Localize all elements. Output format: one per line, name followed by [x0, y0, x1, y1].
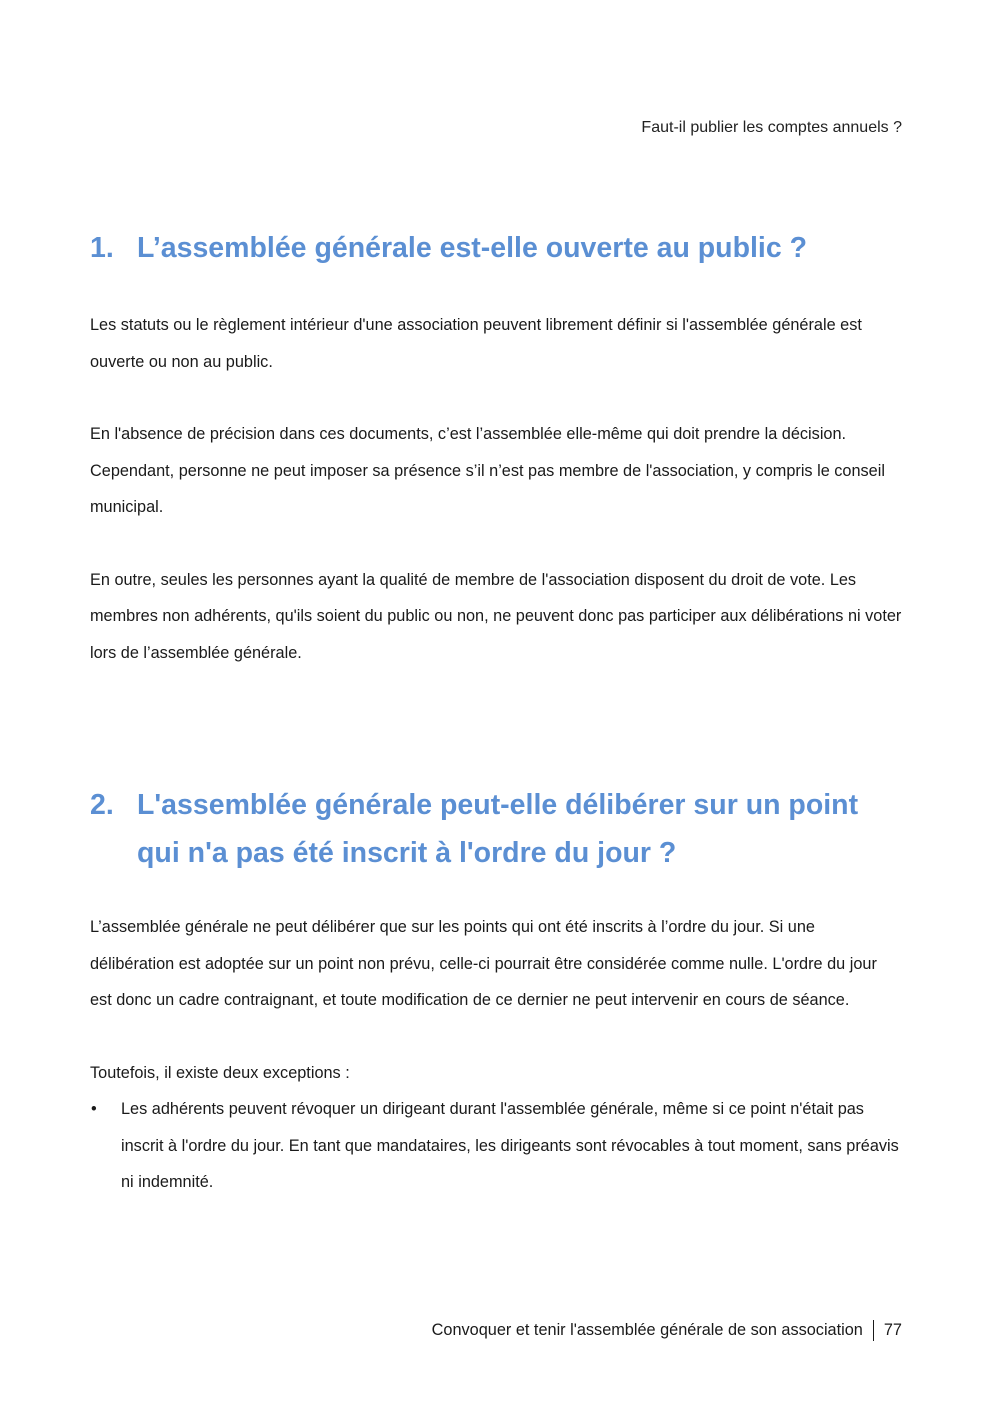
section-1-heading: [90, 224, 902, 272]
bullet-icon: •: [91, 1100, 97, 1118]
page-number: 77: [883, 1321, 902, 1339]
list-item: [90, 1091, 902, 1201]
section-2-title: L'assemblée générale peut-elle délibérer sur un point qui n'a pas été inscrit à l'ordre du jour ?: [137, 789, 859, 869]
running-header: Faut-il publier les comptes annuels ?: [641, 119, 902, 136]
section-1-title: L’assemblée générale est-elle ouverte au public ?: [137, 232, 808, 264]
section-1-number: 1.: [90, 232, 114, 264]
section-2-paragraph-1: L’assemblée générale ne peut délibérer que sur les points qui ont été inscrits à l’ordre du jour. Si une délibération est adoptée sur un point non prévu, celle-ci pourrait être considérée comme nulle. L'ordre du jour est donc un cadre contraignant, et toute modification de ce dernier ne peut intervenir en cours de séance.: [90, 918, 877, 1009]
section-1-paragraph-1: Les statuts ou le règlement intérieur d'une association peuvent librement définir si l'assemblée générale est ouverte ou non au public.: [90, 316, 862, 371]
list-item-text: Les adhérents peuvent révoquer un dirigeant durant l'assemblée générale, même si ce point n'était pas inscrit à l'ordre du jour. En tant que mandataires, les dirigeants sont révocables à tout moment, sans préavis ni indemnité.: [121, 1100, 899, 1191]
footer-document-title: Convoquer et tenir l'assemblée générale de son association: [431, 1321, 863, 1339]
section-2-number: 2.: [90, 789, 114, 821]
page-footer: [432, 1320, 902, 1341]
section-1-paragraph-2: En l'absence de précision dans ces documents, c’est l’assemblée elle-même qui doit prendre la décision. Cependant, personne ne peut imposer sa présence s’il n’est pas membre de l'association, y compris le conseil municipal.: [90, 425, 885, 516]
section-2-heading: [90, 781, 902, 877]
section-1-paragraph-3: En outre, seules les personnes ayant la qualité de membre de l'association disposent du droit de vote. Les membres non adhérents, qu'ils soient du public ou non, ne peuvent donc pas participer aux délibérations ni voter lors de l’assemblée générale.: [90, 570, 902, 662]
section-2: [90, 781, 902, 1201]
section-1: [90, 224, 902, 671]
section-2-paragraph-2: Toutefois, il existe deux exceptions :: [90, 1063, 350, 1082]
footer-divider: [873, 1320, 874, 1341]
